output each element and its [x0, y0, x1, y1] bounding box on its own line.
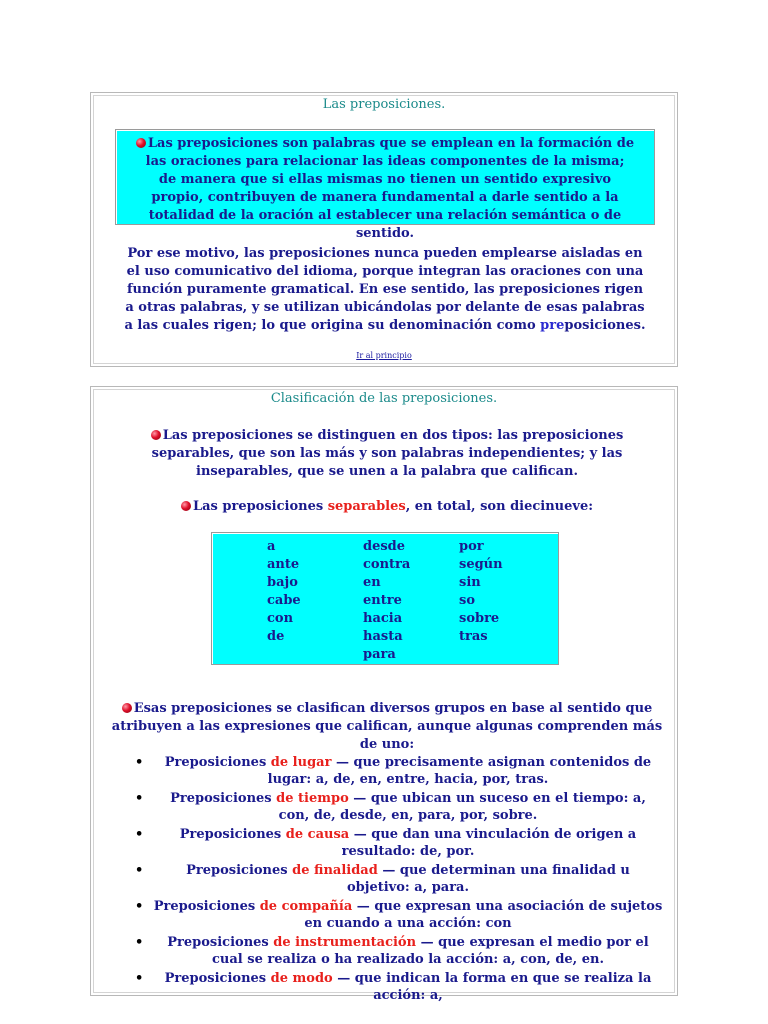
section-preposiciones: [90, 92, 678, 367]
table-cell: desde: [363, 539, 406, 554]
list-item: [135, 934, 663, 968]
list-item: [135, 754, 663, 788]
motive-pre: pre: [540, 318, 565, 333]
table-cell: [459, 647, 555, 665]
list-item: [135, 790, 663, 824]
intro-text: Las preposiciones se distinguen en dos tipos: las preposiciones separables, que son las más y son palabras independientes; y las inseparables, que se unen a la palabra que califican.: [151, 428, 624, 479]
red-bullet-icon: [151, 430, 161, 440]
type-kind: de modo: [270, 971, 333, 986]
table-cell: con: [267, 611, 294, 626]
table-row: [267, 629, 555, 647]
table-cell: cabe: [267, 593, 301, 608]
table-row: [267, 647, 555, 665]
motive-text: Por ese motivo, las preposiciones nunca pueden emplearse aisladas en el uso comunicativo del idioma, porque integran las oraciones con una función puramente gramatical. En ese sentido, las preposiciones rigen a otras palabras, y se utilizan ubicándolas por delante de esas palabras a las cuales rigen; lo que origina su denominación como: [124, 246, 645, 333]
table-cell: de: [267, 629, 285, 644]
list-bullet-icon: •: [135, 899, 144, 914]
groups-intro: [109, 700, 665, 754]
type-desc: — que expresan el medio por el cual se realiza o ha realizado la acción: a, con, de, en.: [212, 935, 649, 967]
table-cell: so: [459, 593, 475, 608]
section-title: Clasificación de las preposiciones.: [270, 391, 498, 406]
type-kind: de instrumentación: [273, 935, 417, 950]
list-bullet-icon: •: [135, 935, 144, 950]
table-cell: hasta: [363, 629, 403, 644]
motive-paragraph: [121, 245, 649, 335]
type-pre: Preposiciones: [164, 755, 271, 770]
type-pre: Preposiciones: [164, 971, 271, 986]
prepositions-table: [267, 539, 555, 665]
table-cell: por: [459, 539, 484, 554]
list-bullet-icon: •: [135, 755, 144, 770]
table-row: [267, 539, 555, 557]
back-to-top-link[interactable]: Ir al principio: [356, 351, 412, 360]
list-item: [135, 826, 663, 860]
table-cell: hacia: [363, 611, 403, 626]
type-desc: — que indican la forma en que se realiza la acción: a,: [332, 971, 652, 1003]
list-item: [135, 898, 663, 932]
type-desc: — que ubican un suceso en el tiempo: a, con, de, desde, en, para, por, sobre.: [278, 791, 646, 823]
type-kind: de causa: [285, 827, 350, 842]
separables-pre: Las preposiciones: [192, 499, 328, 514]
table-cell: contra: [363, 557, 411, 572]
table-cell: a: [267, 539, 276, 554]
red-bullet-icon: [181, 501, 191, 511]
table-row: [267, 575, 555, 593]
table-cell: sobre: [459, 611, 500, 626]
table-cell: sin: [459, 575, 481, 590]
type-kind: de finalidad: [292, 863, 378, 878]
table-cell: según: [459, 557, 503, 572]
type-desc: — que dan una vinculación de origen a resultado: de, por.: [341, 827, 637, 859]
list-item: [135, 862, 663, 896]
definition-text: [135, 135, 635, 243]
separables-post: , en total, son diecinueve:: [405, 499, 594, 514]
groups-intro-text: Esas preposiciones se clasifican diversos grupos en base al sentido que atribuyen a las expresiones que califican, aunque algunas comprenden más de uno:: [111, 701, 663, 752]
definition-content: Las preposiciones son palabras que se emplean en la formación de las oraciones para relacionar las ideas componentes de la misma; de manera que si ellas mismas no tienen un sentido expresivo propio, contribuyen de manera fundamental a darle sentido a la totalidad de la oración al establecer una relación semántica o de sentido.: [145, 136, 635, 241]
list-bullet-icon: •: [135, 863, 144, 878]
table-cell: entre: [363, 593, 402, 608]
preposition-types-list: [135, 754, 663, 1006]
list-item: [135, 970, 663, 1004]
table-cell: tras: [459, 629, 488, 644]
table-row: [267, 593, 555, 611]
red-bullet-icon: [122, 703, 132, 713]
type-kind: de compañía: [259, 899, 353, 914]
type-pre: Preposiciones: [167, 935, 274, 950]
list-bullet-icon: •: [135, 791, 144, 806]
red-bullet-icon: [136, 138, 146, 148]
intro-paragraph: [109, 427, 665, 481]
list-bullet-icon: •: [135, 827, 144, 842]
section-title: Las preposiciones.: [322, 97, 446, 112]
type-pre: Preposiciones: [186, 863, 293, 878]
type-kind: de lugar: [270, 755, 332, 770]
table-cell: para: [363, 647, 396, 662]
section-clasificacion: [90, 386, 678, 1003]
list-bullet-icon: •: [135, 971, 144, 986]
type-pre: Preposiciones: [153, 899, 260, 914]
separables-line: [109, 498, 665, 516]
table-cell: ante: [267, 557, 300, 572]
table-cell: en: [363, 575, 381, 590]
type-desc: — que precisamente asignan contenidos de lugar: a, de, en, entre, hacia, por, tras.: [267, 755, 652, 787]
type-desc: — que determinan una finalidad u objetivo: a, para.: [346, 863, 630, 895]
type-pre: Preposiciones: [170, 791, 277, 806]
motive-end: posiciones.: [564, 318, 646, 333]
table-cell: [267, 647, 363, 665]
table-cell: bajo: [267, 575, 298, 590]
type-pre: Preposiciones: [179, 827, 286, 842]
table-row: [267, 611, 555, 629]
type-kind: de tiempo: [276, 791, 349, 806]
table-row: [267, 557, 555, 575]
type-desc: — que expresan una asociación de sujetos en cuando a una acción: con: [304, 899, 663, 931]
separables-word: separables: [327, 499, 406, 514]
